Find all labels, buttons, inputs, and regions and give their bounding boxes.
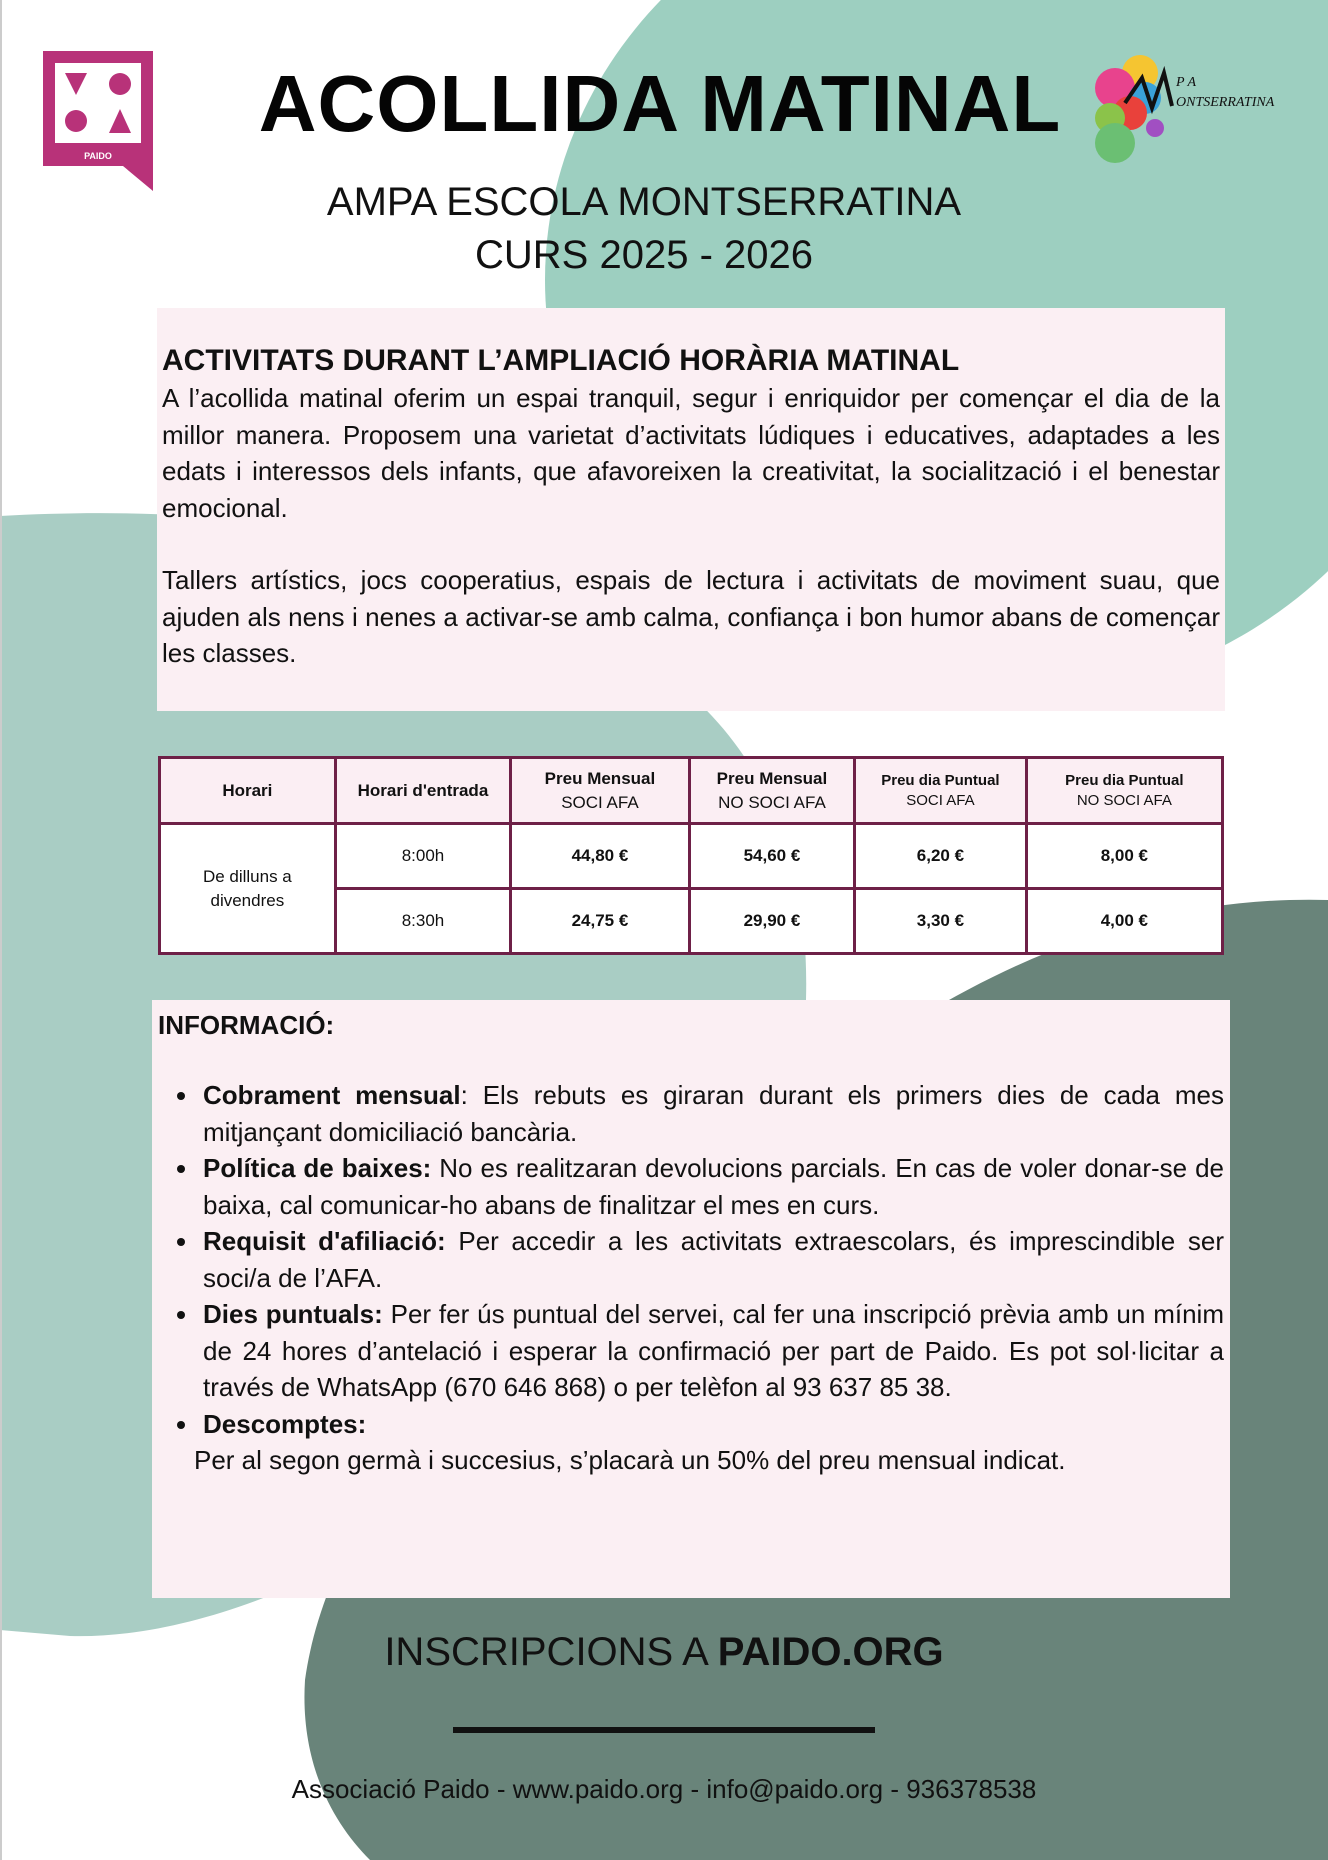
price-cell: 8,00 €: [1026, 824, 1222, 889]
svg-text:PAIDO: PAIDO: [84, 151, 112, 161]
activities-paragraph: Tallers artístics, jocs cooperatius, espais de lectura i activitats de moviment suau, que ajuden als nens i nenes a activar-se amb calma, confiança i bon humor abans de començar les classes.: [162, 565, 1220, 668]
divider: [453, 1727, 875, 1733]
discount-note: Per al segon germà i succesius, s’placarà un 50% del preu mensual indicat.: [194, 1445, 1066, 1475]
list-item: Descomptes:: [203, 1406, 1224, 1443]
table-row: [160, 824, 1223, 889]
table-header-row: [160, 758, 1223, 824]
ampa-logo: [1080, 48, 1325, 168]
list-item: Requisit d'afiliació: Per accedir a les activitats extraescolars, és imprescindible ser soci/a de l’AFA.: [203, 1223, 1224, 1296]
column-header: Preu Mensual SOCI AFA: [511, 758, 689, 824]
price-cell: 3,30 €: [855, 889, 1026, 954]
column-header: Horari d'entrada: [335, 758, 511, 824]
paido-logo: [43, 51, 153, 191]
entry-time-cell: 8:30h: [335, 889, 511, 954]
price-cell: 24,75 €: [511, 889, 689, 954]
column-header: Preu dia Puntual SOCI AFA: [855, 758, 1026, 824]
info-section: [152, 1000, 1230, 1598]
signup-text: INSCRIPCIONS A PAIDO.ORG: [384, 1630, 944, 1674]
svg-text:P A: P A: [1176, 75, 1197, 90]
list-item: Cobrament mensual: Els rebuts es giraran durant els primers dies de cada mes mitjançant domiciliació bancària.: [203, 1077, 1224, 1150]
price-cell: 29,90 €: [689, 889, 855, 954]
column-header: Horari: [160, 758, 336, 824]
activities-paragraph: A l’acollida matinal oferim un espai tranquil, segur i enriquidor per començar el dia de la millor manera. Proposem una varietat d’activitats lúdiques i educatives, adaptades a les edats i interessos dels infants, que afavoreixen la creativitat, la socialització i el benestar emocional.: [162, 383, 1220, 523]
subtitle-course: CURS 2025 - 2026: [475, 233, 813, 277]
subtitle-school: AMPA ESCOLA MONTSERRATINA: [326, 180, 962, 224]
footer-contact: Associació Paido - www.paido.org - info@paido.org - 936378538: [291, 1774, 1037, 1804]
svg-text:ONTSERRATINA: ONTSERRATINA: [1176, 95, 1275, 110]
signup-link[interactable]: PAIDO.ORG: [717, 1630, 944, 1674]
price-cell: 44,80 €: [511, 824, 689, 889]
info-list: [158, 1077, 1224, 1442]
page-title: ACOLLIDA MATINAL: [258, 59, 1062, 148]
entry-time-cell: 8:00h: [335, 824, 511, 889]
list-item: Política de baixes: No es realitzaran devolucions parcials. En cas de voler donar-se de baixa, cal comunicar-ho abans de finalitzar el mes en curs.: [203, 1150, 1224, 1223]
activities-section: [157, 308, 1225, 711]
activities-heading: ACTIVITATS DURANT L’AMPLIACIÓ HORÀRIA MATINAL: [162, 344, 960, 377]
column-header: Preu Mensual NO SOCI AFA: [689, 758, 855, 824]
price-cell: 4,00 €: [1026, 889, 1222, 954]
price-cell: 54,60 €: [689, 824, 855, 889]
price-table: [158, 756, 1224, 955]
price-cell: 6,20 €: [855, 824, 1026, 889]
days-cell: De dilluns a divendres: [160, 824, 336, 954]
column-header: Preu dia Puntual NO SOCI AFA: [1026, 758, 1222, 824]
info-heading: INFORMACIÓ:: [158, 1010, 335, 1040]
list-item: Dies puntuals: Per fer ús puntual del servei, cal fer una inscripció prèvia amb un mínim de 24 hores d’antelació i esperar la confirmació per part de Paido. Es pot sol·licitar a través de WhatsApp (670 646 868) o per telèfon al 93 637 85 38.: [203, 1296, 1224, 1406]
